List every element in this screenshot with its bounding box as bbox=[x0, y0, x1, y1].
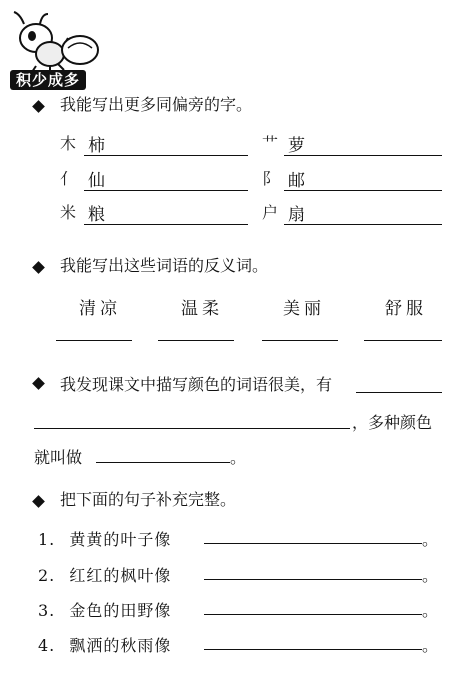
answer-line[interactable] bbox=[204, 649, 422, 650]
sentence-item bbox=[38, 598, 171, 621]
answer-line[interactable] bbox=[204, 614, 422, 615]
example-char: 仙 bbox=[88, 171, 105, 191]
radical-label: 木 bbox=[60, 134, 77, 153]
radical-label: 艹 bbox=[262, 134, 279, 153]
answer-line[interactable] bbox=[56, 340, 132, 341]
antonym-word: 温柔 bbox=[181, 299, 223, 319]
item-number: 3. bbox=[38, 601, 56, 620]
example-char: 柿 bbox=[88, 136, 105, 156]
section-badge bbox=[6, 8, 116, 90]
answer-line[interactable] bbox=[204, 579, 422, 580]
antonym-word: 舒服 bbox=[385, 299, 427, 319]
section4-title: 把下面的句子补充完整。 bbox=[60, 490, 237, 509]
answer-line[interactable] bbox=[356, 392, 442, 393]
answer-line[interactable] bbox=[84, 155, 248, 156]
example-char: 萝 bbox=[288, 136, 305, 156]
example-char: 粮 bbox=[88, 205, 105, 225]
section3-line1: 我发现课文中描写颜色的词语很美，有 bbox=[60, 375, 333, 394]
sentence-item bbox=[38, 527, 171, 550]
section2-title: 我能写出这些词语的反义词。 bbox=[60, 256, 269, 275]
section3-line3-tail: 。 bbox=[230, 448, 247, 467]
example-char: 扇 bbox=[288, 205, 305, 225]
answer-line[interactable] bbox=[284, 155, 442, 156]
radical-label: 阝 bbox=[262, 169, 279, 188]
item-text: 黄黄的叶子像 bbox=[69, 530, 172, 549]
sentence-item bbox=[38, 633, 171, 656]
item-end: 。 bbox=[422, 530, 439, 549]
answer-line[interactable] bbox=[204, 543, 422, 544]
radical-label: 米 bbox=[60, 203, 77, 222]
cartoon-ant-icon bbox=[6, 8, 116, 78]
example-char: 邮 bbox=[288, 171, 305, 191]
answer-line[interactable] bbox=[364, 340, 442, 341]
item-text: 飘洒的秋雨像 bbox=[69, 636, 172, 655]
item-end: 。 bbox=[422, 601, 439, 620]
antonym-word: 美丽 bbox=[283, 299, 325, 319]
answer-line[interactable] bbox=[96, 462, 230, 463]
sentence-item bbox=[38, 563, 171, 586]
item-text: 金色的田野像 bbox=[69, 601, 172, 620]
antonym-word: 清凉 bbox=[79, 299, 121, 319]
bullet-diamond-icon bbox=[32, 377, 45, 390]
section3-line3-head: 就叫做 bbox=[34, 448, 83, 467]
answer-line[interactable] bbox=[84, 224, 248, 225]
answer-line[interactable] bbox=[34, 428, 350, 429]
item-end: 。 bbox=[422, 636, 439, 655]
item-number: 4. bbox=[38, 636, 56, 655]
item-end: 。 bbox=[422, 566, 439, 585]
radical-label: 亻 bbox=[60, 169, 77, 188]
answer-line[interactable] bbox=[158, 340, 234, 341]
answer-line[interactable] bbox=[262, 340, 338, 341]
section3-line2-tail: ，多种颜色 bbox=[352, 413, 433, 432]
answer-line[interactable] bbox=[284, 224, 442, 225]
item-number: 1. bbox=[38, 530, 56, 549]
answer-line[interactable] bbox=[84, 190, 248, 191]
section1-title: 我能写出更多同偏旁的字。 bbox=[60, 95, 253, 114]
radical-label: 户 bbox=[262, 203, 279, 222]
answer-line[interactable] bbox=[284, 190, 442, 191]
badge-label: 积少成多 bbox=[10, 70, 86, 90]
item-text: 红红的枫叶像 bbox=[69, 566, 172, 585]
item-number: 2. bbox=[38, 566, 56, 585]
